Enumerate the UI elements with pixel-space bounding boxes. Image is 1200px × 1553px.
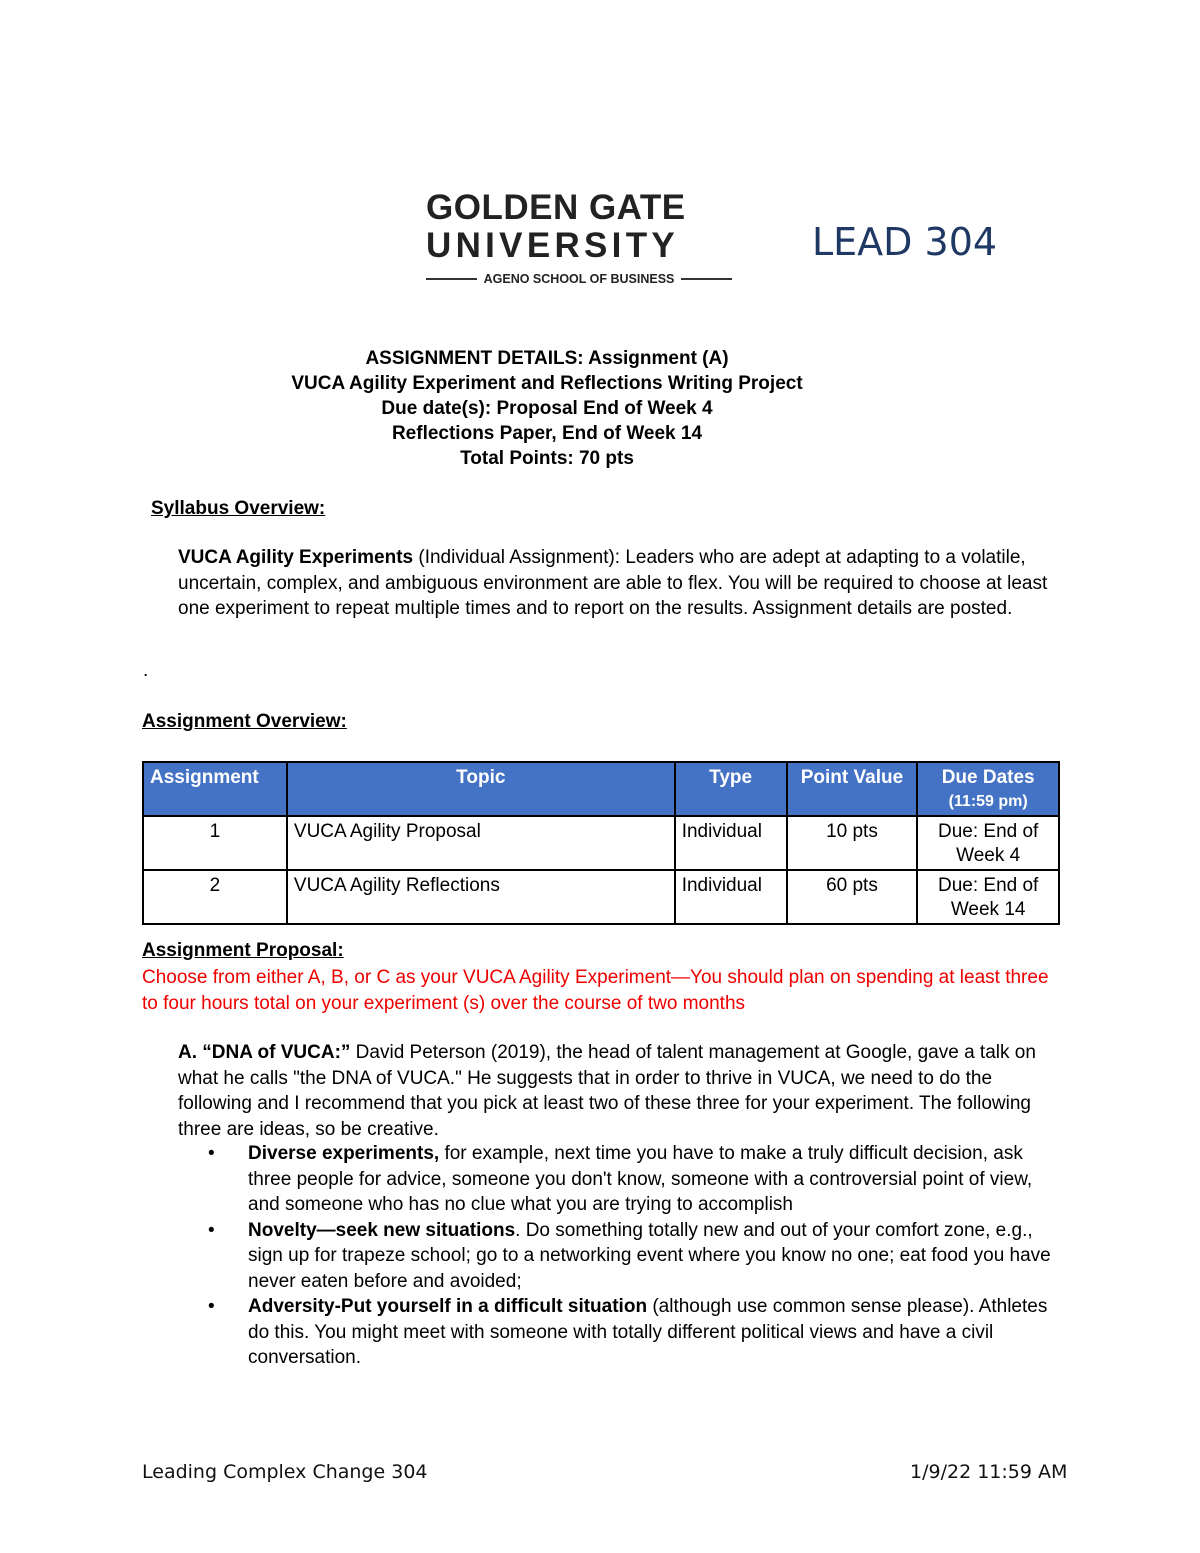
bullet-text: for example, next time you have to make a truly difficult decision, ask three people for advice, someone you don't know, someone with a controversial point of view, and someone who has no clue what you are trying to accomplish <box>248 1143 1033 1215</box>
due-dates-label: Due Dates <box>941 767 1035 788</box>
title-line-2: VUCA Agility Experiment and Reflections Writing Project <box>291 373 803 394</box>
assignment-table <box>142 761 1060 925</box>
cell-type: Individual <box>675 870 787 924</box>
logo-rule-left <box>426 278 477 280</box>
bullet-bold: Novelty—seek new situations <box>248 1219 516 1241</box>
table-header-row <box>143 762 1059 816</box>
course-code: LEAD 304 <box>812 220 998 264</box>
bullet-bold: Diverse experiments, <box>248 1143 440 1164</box>
logo-line-1: GOLDEN GATE <box>426 188 686 227</box>
bullet-icon: • <box>208 1143 215 1164</box>
cell-due: Due: End of Week 14 <box>917 870 1059 924</box>
stray-dot: . <box>143 660 149 681</box>
cell-num: 1 <box>143 816 287 870</box>
syllabus-heading: Syllabus Overview: <box>151 498 326 519</box>
university-logo <box>426 190 732 286</box>
title-line-5: Total Points: 70 pts <box>460 448 634 469</box>
title-line-1: ASSIGNMENT DETAILS: Assignment (A) <box>365 348 729 369</box>
option-a-bullets <box>196 1141 1056 1371</box>
cell-due: Due: End of Week 4 <box>917 816 1059 870</box>
syllabus-paragraph <box>178 545 1058 622</box>
assignment-title-block <box>0 346 1094 471</box>
col-header-assignment: Assignment <box>143 762 287 816</box>
cell-topic: VUCA Agility Proposal <box>287 816 675 870</box>
logo-school-name: AGENO SCHOOL OF BUSINESS <box>483 272 675 286</box>
col-header-type: Type <box>675 762 787 816</box>
bullet-icon: • <box>208 1296 215 1317</box>
col-header-point-value: Point Value <box>787 762 918 816</box>
title-line-3: Due date(s): Proposal End of Week 4 <box>381 398 713 419</box>
option-a-label: A. “DNA of VUCA:” <box>178 1042 351 1063</box>
option-a-text: David Peterson (2019), the head of talent management at Google, gave a talk on what he calls "the DNA of VUCA." He suggests that in order to thrive in VUCA, we need to do the following and I recommend that you pick at least two of these three for your experiment. The following three are ideas, so be creative. <box>178 1042 1036 1140</box>
list-item <box>196 1141 1056 1218</box>
option-a-paragraph <box>178 1040 1058 1142</box>
syllabus-text: (Individual Assignment): Leaders who are adept at adapting to a volatile, uncertain, complex, and ambiguous environment are able to flex. You will be required to choose at least one experiment to repeat multiple times and to report on the results. Assignment details are posted. <box>178 547 1048 619</box>
col-header-topic: Topic <box>287 762 675 816</box>
bullet-bold: Adversity-Put yourself in a difficult situation <box>248 1296 648 1317</box>
table-row <box>143 870 1059 924</box>
syllabus-bold-lead: VUCA Agility Experiments <box>178 547 414 568</box>
logo-line-3 <box>426 272 732 286</box>
list-item <box>196 1218 1056 1295</box>
bullet-icon: • <box>208 1219 215 1241</box>
logo-rule-right <box>681 278 732 280</box>
cell-topic: VUCA Agility Reflections <box>287 870 675 924</box>
bullet-text: (although use common sense please). Athletes do this. You might meet with someone with totally different political views and have a civil conversation. <box>248 1296 1048 1368</box>
proposal-instructions: Choose from either A, B, or C as your VUCA Agility Experiment—You should plan on spending at least three to four hours total on your experiment (s) over the course of two months <box>142 967 1049 1014</box>
footer-course-name: Leading Complex Change 304 <box>142 1461 428 1483</box>
cell-points: 10 pts <box>787 816 918 870</box>
overview-heading: Assignment Overview: <box>142 711 347 732</box>
cell-num: 2 <box>143 870 287 924</box>
cell-type: Individual <box>675 816 787 870</box>
bullet-text: . Do something totally new and out of your comfort zone, e.g., sign up for trapeze school; go to a networking event where you know no one; eat food you have never eaten before and avoided; <box>248 1219 1051 1292</box>
title-line-4: Reflections Paper, End of Week 14 <box>391 423 703 444</box>
logo-line-2: UNIVERSITY <box>426 226 680 265</box>
due-dates-sub: (11:59 pm) <box>948 793 1028 810</box>
proposal-heading: Assignment Proposal: <box>142 940 344 961</box>
col-header-due-dates <box>917 762 1059 816</box>
table-row <box>143 816 1059 870</box>
cell-points: 60 pts <box>787 870 918 924</box>
list-item <box>196 1294 1056 1371</box>
footer-timestamp: 1/9/22 11:59 AM <box>910 1461 1068 1483</box>
